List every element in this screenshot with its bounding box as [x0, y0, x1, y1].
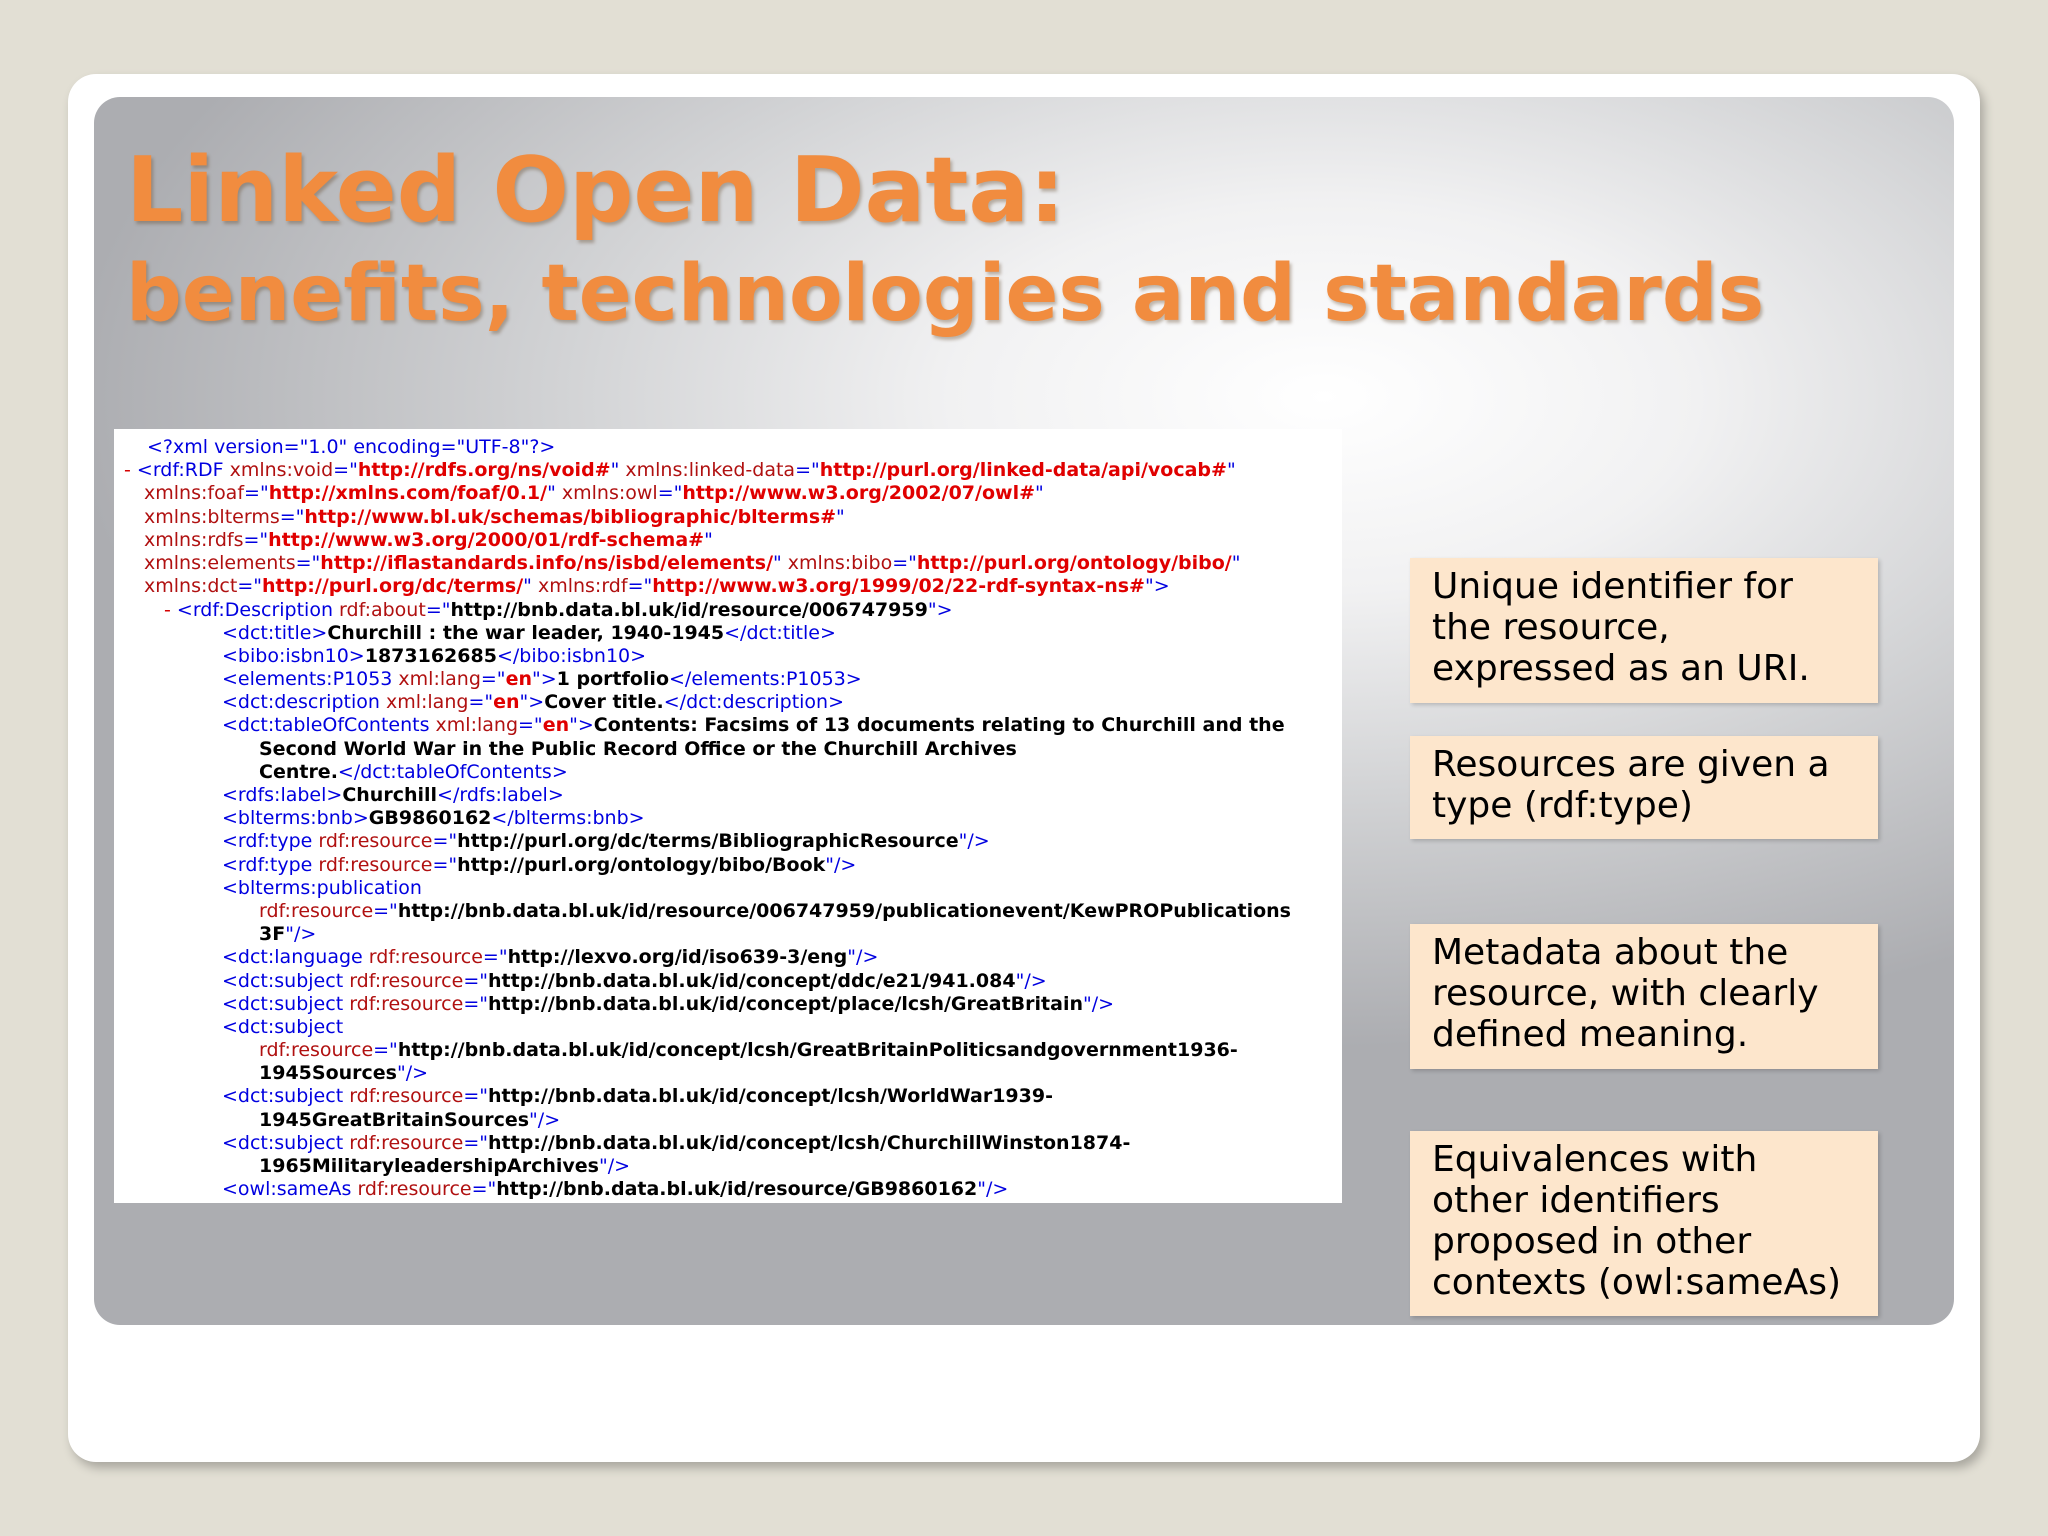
xml-token: ": [704, 529, 713, 551]
xml-line: [259, 923, 316, 946]
xml-token: =": [463, 993, 488, 1015]
xml-line: [222, 668, 862, 691]
xml-token: <dct:subject: [222, 1085, 350, 1107]
xml-line: [222, 830, 990, 853]
xml-token: rdf:resource: [349, 993, 464, 1015]
xml-token: =": [432, 830, 458, 852]
xml-token: xml:lang: [398, 668, 481, 690]
xml-line: [222, 854, 856, 877]
xml-token: http://bnb.data.bl.uk/id/resource/GB9860162: [496, 1178, 978, 1200]
xml-line: [222, 784, 564, 807]
xml-token: "/>: [1083, 993, 1115, 1015]
xml-token: "/>: [598, 1155, 631, 1177]
xml-token: </dct:description>: [663, 691, 845, 713]
xml-token: rdf:resource: [318, 830, 433, 852]
xml-token: <rdf:RDF: [136, 459, 230, 481]
xml-token: <dct:subject: [222, 1132, 350, 1154]
xml-token: </rdfs:label>: [437, 784, 564, 806]
xml-token: http://purl.org/ontology/bibo/: [916, 552, 1232, 574]
xml-token: "/>: [977, 1178, 1009, 1200]
xml-token: http://purl.org/linked-data/api/vocab#: [819, 459, 1227, 481]
xml-token: "/>: [825, 854, 857, 876]
xml-token: GB9860162: [368, 807, 492, 829]
xml-line: [144, 529, 713, 552]
xml-token: <dct:language: [222, 946, 369, 968]
xml-token: "/>: [396, 1062, 429, 1084]
xml-token: http://rdfs.org/ns/void#: [357, 459, 611, 481]
xml-token: ": [610, 459, 626, 481]
xml-token: ": [1035, 482, 1044, 504]
xml-token: Second World War in the Public Record Office or the Churchill Archives: [259, 738, 1017, 760]
xml-token: http://bnb.data.bl.uk/id/concept/lcsh/WorldWar1939-: [488, 1085, 1053, 1107]
xml-token: =": [482, 946, 508, 968]
xml-token: http://bnb.data.bl.uk/id/concept/ddc/e21/941.084: [488, 970, 1016, 992]
xml-token: ": [1226, 459, 1236, 481]
xml-token: en: [542, 714, 570, 736]
xml-line: [259, 1062, 428, 1085]
xml-token: <?xml version="1.0" encoding="UTF-8"?>: [147, 436, 556, 458]
xml-token: <owl:sameAs: [222, 1178, 358, 1200]
xml-token: <rdf:Description: [176, 599, 340, 621]
xml-token: ": [523, 575, 538, 597]
xml-token: 1965MilitaryleadershipArchives: [259, 1155, 599, 1177]
xml-token: </bibo:isbn10>: [496, 645, 647, 667]
xml-token: 3F: [259, 923, 286, 945]
xml-token: ">: [519, 691, 545, 713]
xml-token: =": [373, 1039, 398, 1061]
xml-token: rdf:resource: [357, 1178, 472, 1200]
xml-token: http://bnb.data.bl.uk/id/concept/lcsh/GreatBritainPoliticsandgovernment1936-: [397, 1039, 1238, 1061]
xml-line: [222, 946, 878, 969]
xml-token: ": [1231, 552, 1241, 574]
xml-token: xmlns:bibo: [787, 552, 893, 574]
xml-token: <dct:tableOfContents: [222, 714, 436, 736]
xml-token: =": [518, 714, 543, 736]
xml-token: ": [836, 506, 845, 528]
xml-token: xmlns:blterms: [144, 506, 280, 528]
xml-token: ">: [1144, 575, 1170, 597]
xml-token: http://purl.org/dc/terms/: [262, 575, 524, 597]
xml-line: [144, 552, 1241, 575]
xml-token: 1 portfolio: [556, 668, 669, 690]
xml-line: [144, 482, 1044, 505]
xml-token: "/>: [285, 923, 317, 945]
xml-token: <dct:subject: [222, 1016, 344, 1038]
xml-line: [222, 1085, 1053, 1108]
xml-token: -: [164, 599, 177, 621]
xml-token: =": [627, 575, 653, 597]
xml-token: </blterms:bnb>: [491, 807, 645, 829]
xml-line: [222, 691, 844, 714]
xml-line: [144, 506, 845, 529]
note-resource-type: Resources are given a type (rdf:type): [1410, 736, 1878, 839]
xml-token: <dct:title>: [222, 622, 328, 644]
xml-line: [222, 1178, 1008, 1201]
xml-token: xmlns:rdf: [537, 575, 628, 597]
xml-line: [222, 1016, 343, 1039]
xml-line: [124, 459, 1236, 482]
xml-line: [259, 1109, 560, 1132]
xml-token: </dct:tableOfContents>: [337, 761, 568, 783]
xml-token: =": [480, 668, 506, 690]
xml-token: xmlns:elements: [144, 552, 296, 574]
note-unique-identifier: Unique identifier for the resource, expressed as an URI.: [1410, 558, 1878, 703]
xml-token: xml:lang: [435, 714, 519, 736]
xml-token: <dct:subject: [222, 993, 350, 1015]
xml-line: [147, 436, 555, 459]
xml-token: <blterms:publication: [222, 877, 422, 899]
xml-token: <dct:description: [222, 691, 386, 713]
xml-token: http://purl.org/dc/terms/BibliographicResource: [457, 830, 959, 852]
xml-line: [222, 807, 645, 830]
xml-token: "/>: [529, 1109, 561, 1131]
xml-token: "/>: [1015, 970, 1047, 992]
xml-token: =": [373, 900, 398, 922]
title-line-1: Linked Open Data:: [126, 138, 1066, 243]
xml-token: http://iflastandards.info/ns/isbd/elements/: [320, 552, 774, 574]
xml-token: xmlns:linked-data: [625, 459, 796, 481]
note-metadata: Metadata about the resource, with clearly defined meaning.: [1410, 924, 1878, 1069]
xml-token: <bibo:isbn10>: [222, 645, 365, 667]
xml-token: =": [795, 459, 820, 481]
xml-token: xml:lang: [385, 691, 469, 713]
xml-token: </elements:P1053>: [669, 668, 862, 690]
xml-token: xmlns:foaf: [144, 482, 245, 504]
xml-token: rdf:resource: [368, 946, 483, 968]
rdf-xml-code-panel: [114, 429, 1342, 1203]
xml-line: [259, 761, 568, 784]
xml-token: ">: [569, 714, 594, 736]
xml-token: =": [243, 529, 269, 551]
xml-token: =": [425, 599, 451, 621]
xml-line: [222, 993, 1114, 1016]
xml-token: =": [237, 575, 263, 597]
xml-token: =": [333, 459, 358, 481]
title-line-2: benefits, technologies and standards: [126, 249, 1765, 339]
xml-token: <rdf:type: [222, 854, 319, 876]
xml-token: xmlns:dct: [144, 575, 238, 597]
xml-token: http://bnb.data.bl.uk/id/concept/lcsh/ChurchillWinston1874-: [488, 1132, 1131, 1154]
xml-token: Cover title.: [544, 691, 664, 713]
xml-line: [222, 622, 836, 645]
xml-line: [144, 575, 1170, 598]
xml-token: =": [244, 482, 269, 504]
xml-token: xmlns:rdfs: [144, 529, 244, 551]
xml-token: <rdfs:label>: [222, 784, 343, 806]
xml-line: [164, 599, 953, 622]
xml-token: rdf:resource: [349, 1085, 464, 1107]
xml-token: http://www.w3.org/2000/01/rdf-schema#: [268, 529, 705, 551]
xml-token: rdf:resource: [259, 900, 374, 922]
xml-token: xmlns:owl: [561, 482, 658, 504]
xml-token: http://bnb.data.bl.uk/id/concept/place/lcsh/GreatBritain: [488, 993, 1083, 1015]
xml-token: =": [463, 970, 488, 992]
xml-token: en: [493, 691, 520, 713]
xml-token: Churchill : the war leader, 1940-1945: [327, 622, 725, 644]
xml-token: Churchill: [342, 784, 438, 806]
xml-token: http://xmlns.com/foaf/0.1/: [268, 482, 548, 504]
xml-line: [259, 738, 1017, 761]
xml-token: <dct:subject: [222, 970, 350, 992]
xml-token: rdf:resource: [349, 970, 464, 992]
xml-token: en: [505, 668, 532, 690]
xml-token: http://bnb.data.bl.uk/id/resource/006747959/publicationevent/KewPROPublications: [397, 900, 1291, 922]
xml-token: Contents: Facsims of 13 documents relating to Churchill and the: [593, 714, 1285, 736]
xml-token: 1945GreatBritainSources: [259, 1109, 530, 1131]
xml-token: =": [295, 552, 321, 574]
slide-title: [126, 138, 1764, 344]
xml-token: ">: [531, 668, 557, 690]
xml-token: http://purl.org/ontology/bibo/Book: [457, 854, 826, 876]
xml-line: [222, 970, 1047, 993]
xml-line: [222, 877, 422, 900]
xml-token: rdf:about: [339, 599, 426, 621]
xml-token: <blterms:bnb>: [222, 807, 369, 829]
xml-token: =": [468, 691, 494, 713]
xml-token: =": [463, 1085, 488, 1107]
xml-token: rdf:resource: [349, 1132, 464, 1154]
xml-line: [222, 1132, 1130, 1155]
xml-token: http://www.w3.org/2002/07/owl#: [682, 482, 1035, 504]
xml-line: [222, 645, 646, 668]
xml-token: xmlns:void: [229, 459, 334, 481]
xml-token: rdf:resource: [259, 1039, 374, 1061]
note-equivalences: Equivalences with other identifiers proposed in other contexts (owl:sameAs): [1410, 1131, 1878, 1316]
xml-token: <elements:P1053: [222, 668, 399, 690]
xml-token: http://lexvo.org/id/iso639-3/eng: [507, 946, 848, 968]
xml-token: http://www.bl.uk/schemas/bibliographic/blterms#: [304, 506, 837, 528]
xml-token: "/>: [847, 946, 879, 968]
xml-line: [259, 1039, 1238, 1062]
xml-token: </dct:title>: [724, 622, 836, 644]
xml-token: =": [471, 1178, 497, 1200]
xml-token: =": [657, 482, 683, 504]
xml-token: Centre.: [259, 761, 338, 783]
xml-token: <rdf:type: [222, 830, 319, 852]
xml-token: "/>: [958, 830, 990, 852]
xml-line: [259, 900, 1291, 923]
xml-line: [222, 714, 1285, 737]
xml-token: =": [279, 506, 305, 528]
xml-token: ">: [927, 599, 953, 621]
xml-token: http://www.w3.org/1999/02/22-rdf-syntax-ns#: [652, 575, 1145, 597]
xml-token: ": [547, 482, 562, 504]
xml-token: 1945Sources: [259, 1062, 397, 1084]
xml-token: 1873162685: [364, 645, 497, 667]
xml-token: =": [432, 854, 458, 876]
xml-token: rdf:resource: [318, 854, 433, 876]
xml-token: =": [892, 552, 917, 574]
xml-line: [259, 1155, 630, 1178]
xml-token: http://bnb.data.bl.uk/id/resource/006747959: [450, 599, 928, 621]
xml-token: =": [463, 1132, 488, 1154]
xml-token: ": [773, 552, 788, 574]
xml-token: -: [124, 459, 137, 481]
